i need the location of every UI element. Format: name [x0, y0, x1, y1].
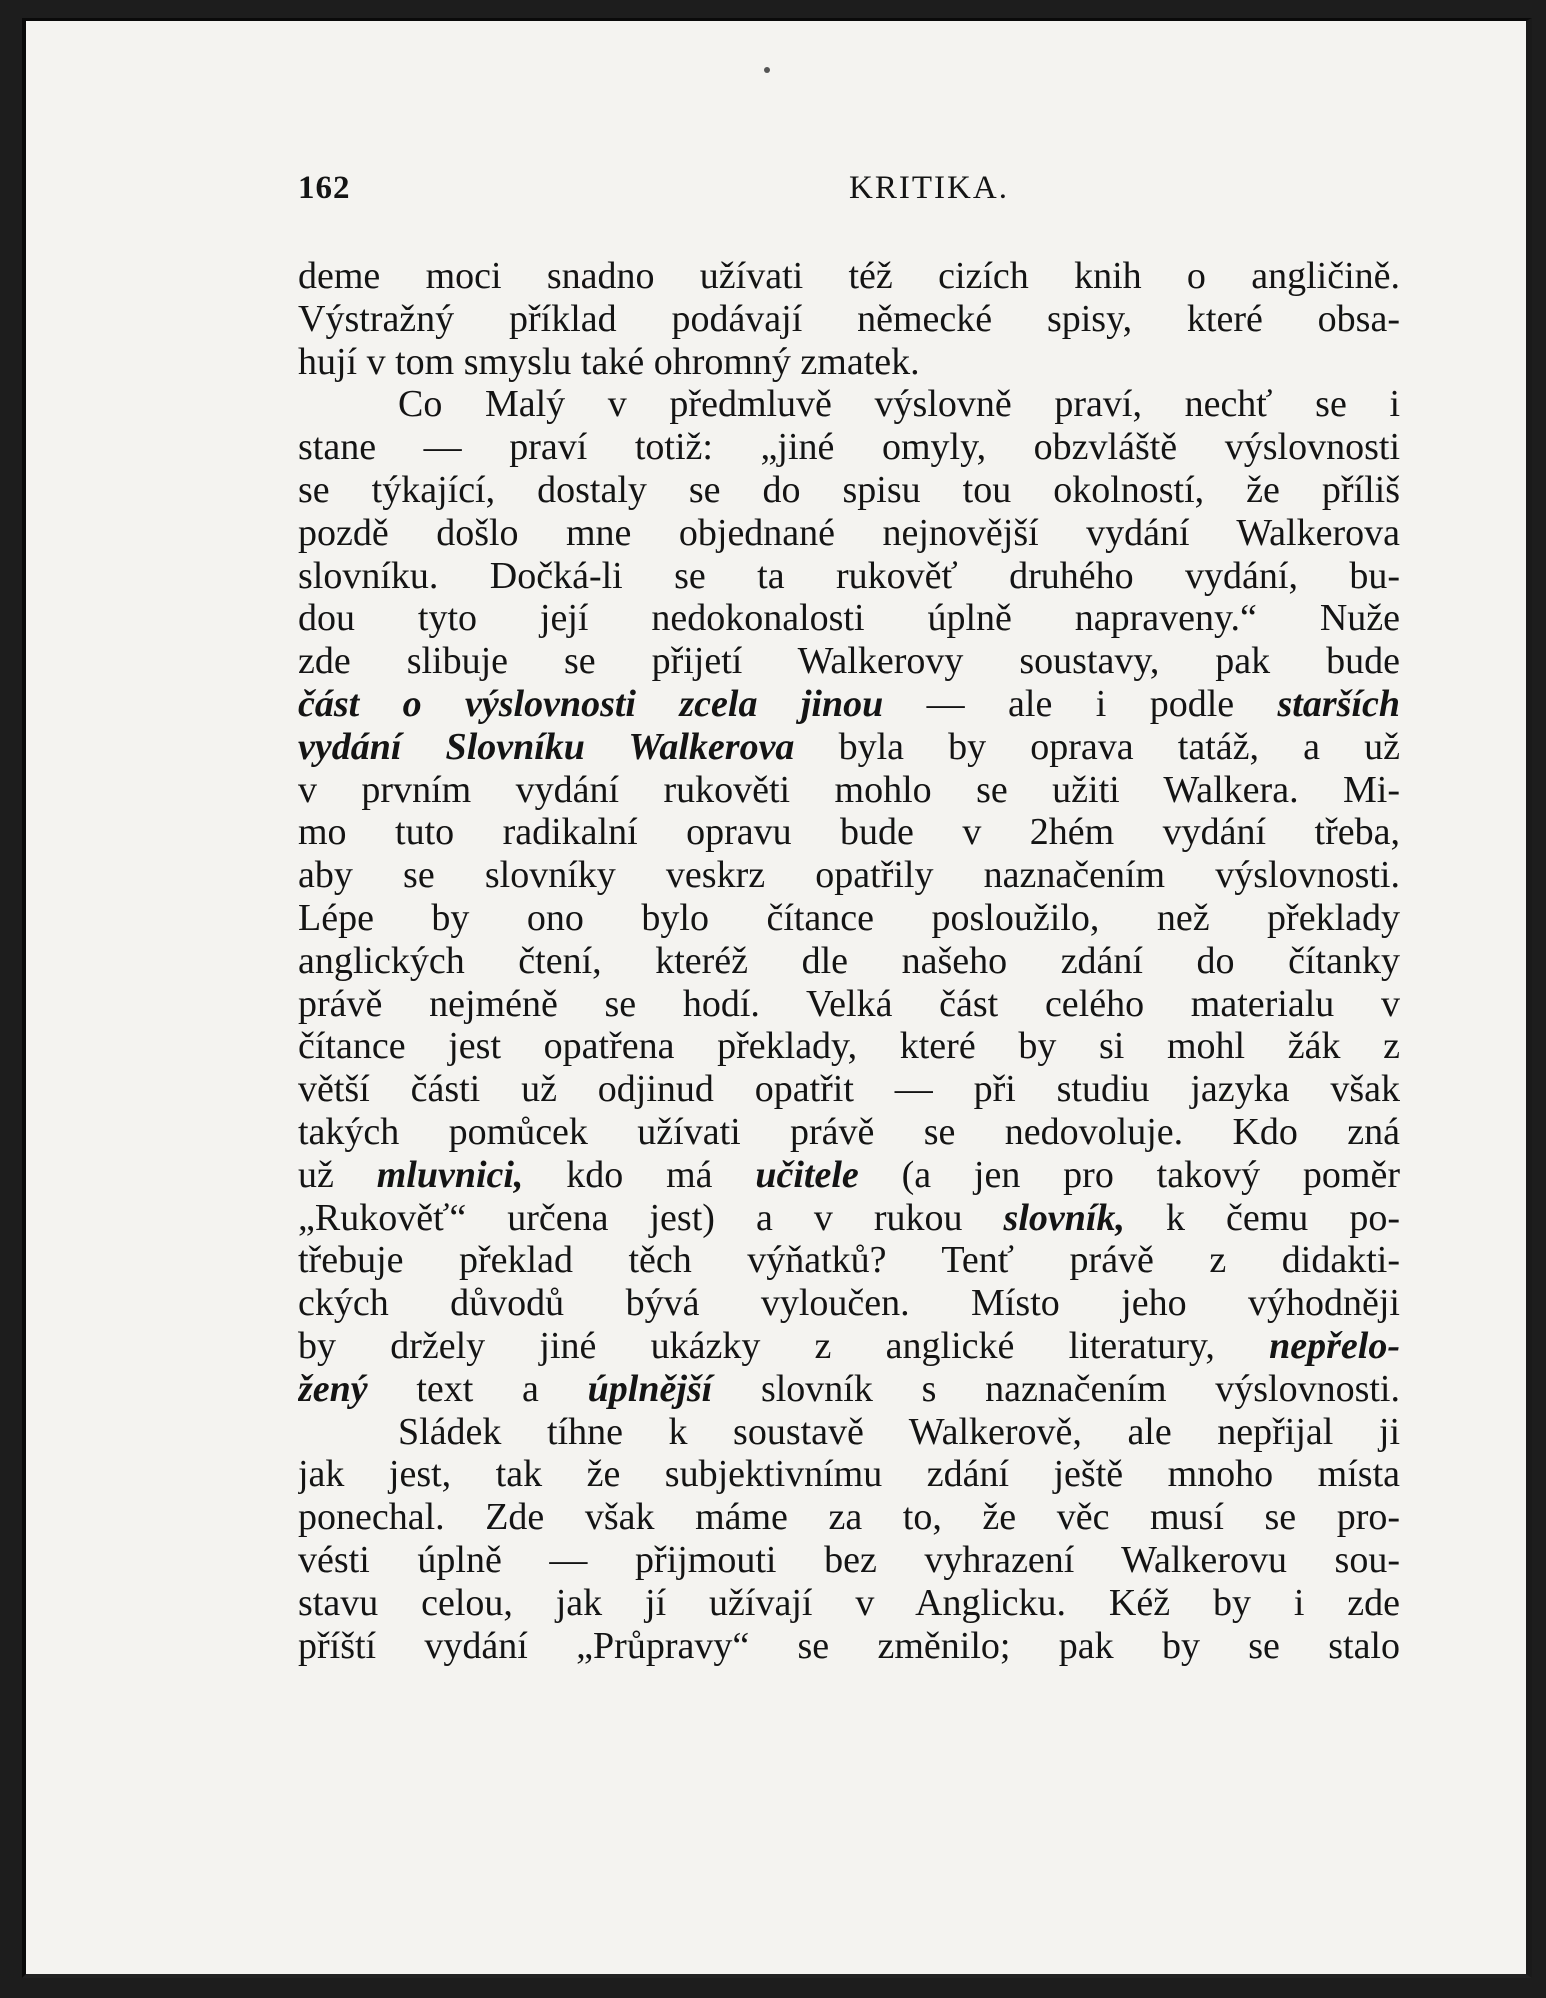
text-line: se týkající, dostaly se do spisu tou okolností, že příliš [298, 468, 1400, 511]
text-line: čítance jest opatřena překlady, které by si mohl žák z [298, 1025, 1400, 1068]
text-line: vydání Slovníku Walkerova byla by oprava tatáž, a už [298, 725, 1400, 768]
text-line: žený text a úplnější slovník s naznačením výslovnosti. [298, 1367, 1400, 1410]
body-text [298, 255, 1400, 1667]
text-line: „Rukověť“ určena jest) a v rukou slovník, k čemu po- [298, 1196, 1400, 1239]
text-line: stane — praví totiž: „jiné omyly, obzvláště výslovnosti [298, 426, 1400, 469]
text-line: by držely jiné ukázky z anglické literatury, nepřelo- [298, 1324, 1400, 1367]
text-line: Sládek tíhne k soustavě Walkerově, ale nepřijal ji [398, 1410, 1400, 1453]
running-title: KRITIKA. [849, 170, 1009, 206]
text-line: aby se slovníky veskrz opatřily naznačením výslovnosti. [298, 854, 1400, 897]
text-line: ckých důvodů bývá vyloučen. Místo jeho výhodněji [298, 1282, 1400, 1325]
text-line: dou tyto její nedokonalosti úplně napraveny.“ Nuže [298, 597, 1400, 640]
text-line: v prvním vydání rukověti mohlo se užiti Walkera. Mi- [298, 768, 1400, 811]
text-line: část o výslovnosti zcela jinou — ale i podle starších [298, 682, 1400, 725]
text-line: příští vydání „Průpravy“ se změnilo; pak by se stalo [298, 1624, 1400, 1667]
text-line: třebuje překlad těch výňatků? Tenť právě z didakti- [298, 1239, 1400, 1282]
text-line: Co Malý v předmluvě výslovně praví, nechť se i [398, 383, 1400, 426]
page-number: 162 [298, 170, 351, 206]
ink-speck [764, 67, 770, 73]
text-line: vésti úplně — přijmouti bez vyhrazení Walkerovu sou- [298, 1538, 1400, 1581]
text-line: takých pomůcek užívati právě se nedovoluje. Kdo zná [298, 1110, 1400, 1153]
text-line: už mluvnici, kdo má učitele (a jen pro takový poměr [298, 1153, 1400, 1196]
text-line: ponechal. Zde však máme za to, že věc musí se pro- [298, 1496, 1400, 1539]
text-line: deme moci snadno užívati též cizích knih o angličině. [298, 255, 1400, 297]
text-line: jak jest, tak že subjektivnímu zdání ještě mnoho místa [298, 1453, 1400, 1496]
text-line: stavu celou, jak jí užívají v Anglicku. Kéž by i zde [298, 1581, 1400, 1624]
text-line: Výstražný příklad podávají německé spisy, které obsa- [298, 297, 1400, 340]
text-line: pozdě došlo mne objednané nejnovější vydání Walkerova [298, 511, 1400, 554]
text-line: hují v tom smyslu také ohromný zmatek. [298, 340, 920, 383]
text-line: slovníku. Dočká-li se ta rukověť druhého vydání, bu- [298, 554, 1400, 597]
text-line: Lépe by ono bylo čítance posloužilo, než překlady [298, 896, 1400, 939]
text-line: mo tuto radikalní opravu bude v 2hém vydání třeba, [298, 811, 1400, 854]
text-line: právě nejméně se hodí. Velká část celého materialu v [298, 982, 1400, 1025]
text-line: anglických čtení, kteréž dle našeho zdání do čítanky [298, 939, 1400, 982]
running-head [298, 170, 1400, 210]
text-line: větší části už odjinud opatřit — při studiu jazyka však [298, 1068, 1400, 1111]
text-line: zde slibuje se přijetí Walkerovy soustavy, pak bude [298, 640, 1400, 683]
